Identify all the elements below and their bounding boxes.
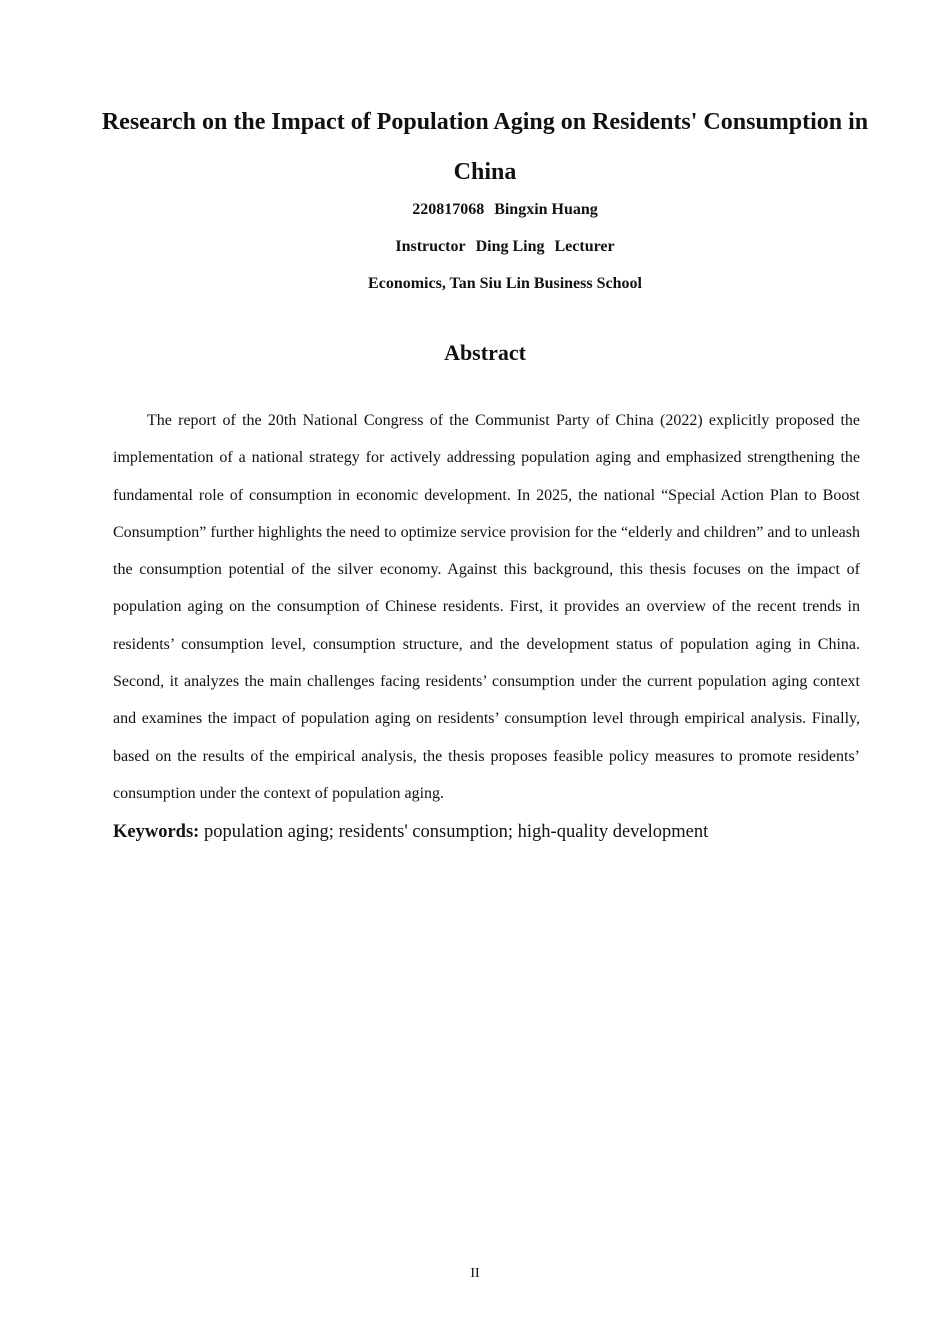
- title-block: [95, 97, 875, 197]
- student-id: 220817068: [412, 201, 485, 218]
- author-line: [180, 200, 830, 220]
- affiliation-line: [180, 274, 830, 294]
- instructor-line: [180, 237, 830, 257]
- affiliation: Economics, Tan Siu Lin Business School: [368, 275, 642, 292]
- instructor-name: Ding Ling: [475, 238, 545, 255]
- keywords-label: Keywords:: [113, 822, 200, 842]
- page-number: II: [470, 1266, 480, 1281]
- instructor-title: Lecturer: [554, 238, 615, 255]
- abstract-heading: Abstract: [444, 340, 526, 365]
- paper-title: Research on the Impact of Population Aging on Residents' Consumption in China: [101, 109, 869, 185]
- keywords-line: [113, 818, 873, 846]
- abstract-body: The report of the 20th National Congress of the Communist Party of China (2022) explicitly proposed the implementation of a national strategy for actively addressing population aging and emphasized strengthening the fundamental role of consumption in economic development. In 2025, the national “Special Action Plan to Boost Consumption” further highlights the need to optimize service provision for the “elderly and children” and to unleash the consumption potential of the silver economy. Against this background, this thesis focuses on the impact of population aging on the consumption of Chinese residents. First, it provides an overview of the recent trends in residents’ consumption level, consumption structure, and the development status of population aging in China. Second, it analyzes the main challenges facing residents’ consumption under the current population aging context and examines the impact of population aging on residents’ consumption level through empirical analysis. Finally, based on the results of the empirical analysis, the thesis proposes feasible policy measures to promote residents’ consumption under the context of population aging.: [113, 412, 860, 802]
- keywords-text: population aging; residents' consumption; high-quality development: [203, 822, 709, 842]
- instructor-label: Instructor: [395, 238, 466, 255]
- author-name: Bingxin Huang: [494, 201, 598, 218]
